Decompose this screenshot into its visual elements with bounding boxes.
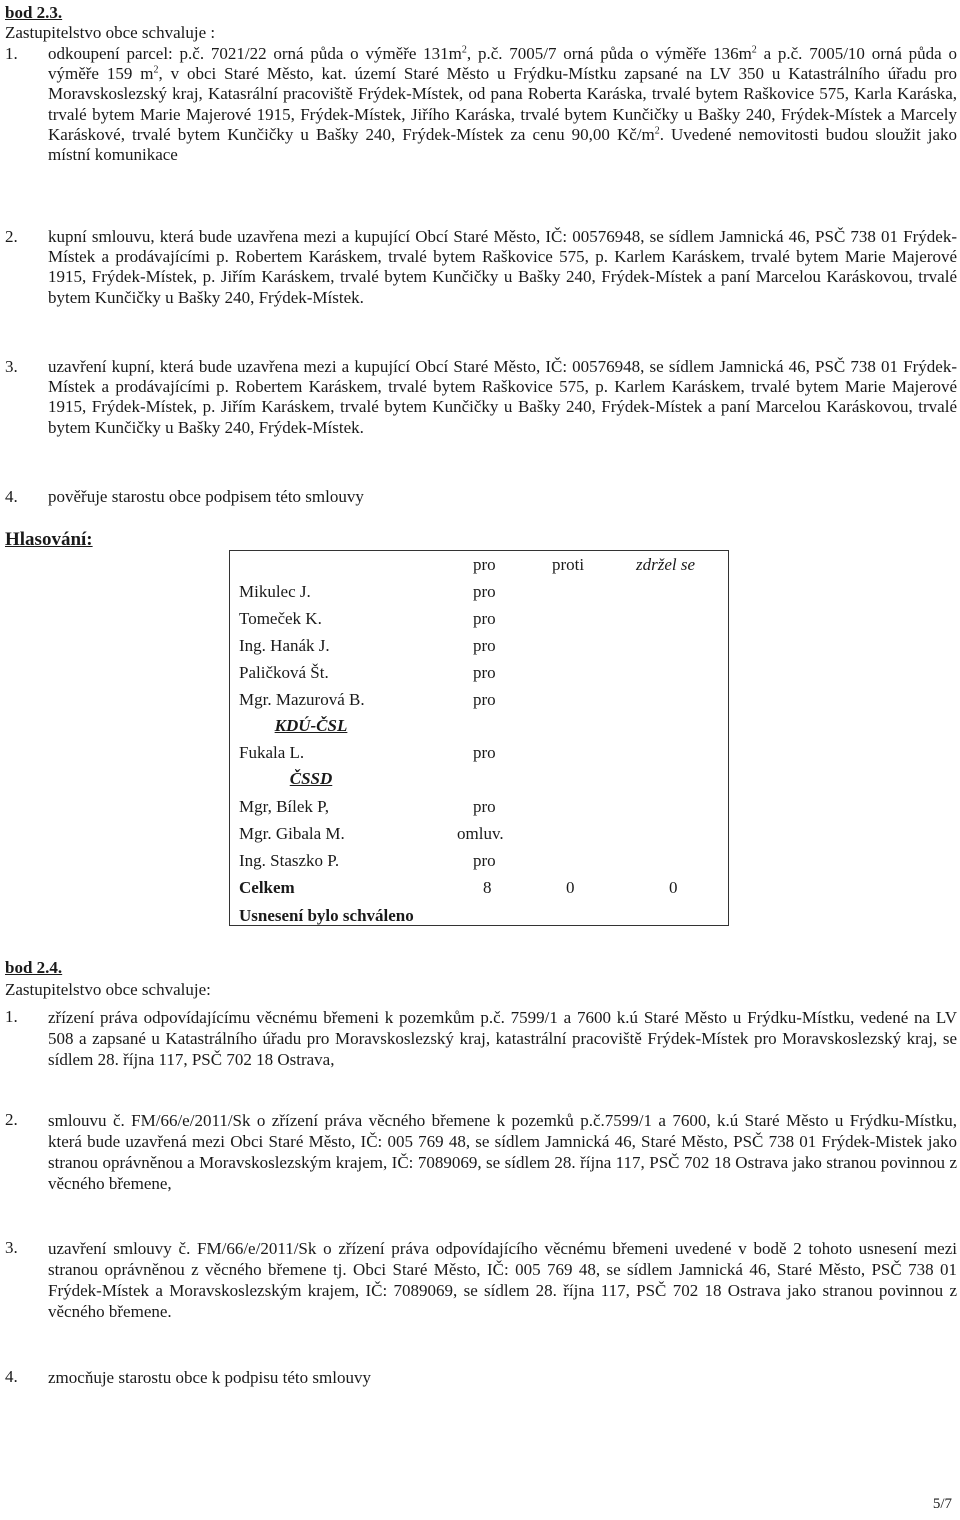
header-zdrzel: zdržel se — [636, 555, 696, 574]
voter-vote: pro — [473, 797, 496, 816]
voter-vote: pro — [473, 636, 496, 655]
section-heading: bod 2.3. — [5, 3, 63, 22]
voter-name: Fukala L. — [239, 743, 305, 762]
item-text: pověřuje starostu obce podpisem této smlouvy — [48, 487, 364, 506]
item-number: 2. — [5, 227, 18, 246]
section-heading: bod 2.4. — [5, 958, 63, 977]
voter-name: Mgr. Gibala M. — [239, 824, 345, 843]
party-name: KDÚ-ČSL — [274, 716, 348, 735]
total-pro: 8 — [483, 878, 492, 897]
party-name: ČSSD — [289, 769, 333, 788]
section-subheading: Zastupitelstvo obce schvaluje: — [5, 980, 211, 999]
item-text: zřízení práva odpovídajícímu věcnému břemeni k pozemkům p.č. 7599/1 a 7600 k.ú Staré Město u Frýdku-Místku, vedené na LV 508 a zapsané u Katastrálního úřadu pro Moravskoslezský kraj, katastrální pracoviště Frýdek-Místek pro Moravskoslezský kraj, se sídlem 28. října 117, PSČ 702 18 Ostrava, — [48, 1008, 957, 1069]
voter-name: Mikulec J. — [239, 582, 311, 601]
voter-name: Ing. Hanák J. — [239, 636, 330, 655]
voter-name: Mgr. Mazurová B. — [239, 690, 365, 709]
item-number: 2. — [5, 1110, 18, 1129]
item-text: uzavření kupní, která bude uzavřena mezi a kupující Obcí Staré Město, IČ: 00576948, se sídlem Jamnická 46, PSČ 738 01 Frýdek-Místek a prodávajícími p. Robertem Karáskem, trvalé bytem Raškovice 575, p. Karlem Karáskem, trvalé bytem Marie Majerové 1915, Frýdek-Místek, p. Jiřím Karáskem, trvalé bytem Kunčičky u Bašky 240, Frýdek-Místek a paní Marcelou Karáskovou, trvalé bytem Kunčičky u Bašky 240, Frýdek-Místek. — [48, 357, 957, 437]
voter-name: Tomeček K. — [239, 609, 322, 628]
voting-result: Usnesení bylo schváleno — [239, 906, 414, 925]
item-text: uzavření smlouvy č. FM/66/e/2011/Sk o zřízení práva odpovídajícího věcnému břemeni uvedené v bodě 2 tohoto usnesení mezi stranou oprávněnou z věcného břemene tj. Obci Staré Město, IČ: 005 769 48, se sídlem Jamnická 46, Staré Město, PSČ 738 01 Frýdek-Místek a Moravskoslezským krajem, IČ: 7089069, se sídlem 28. října 117, PSČ 702 18 Ostrava jako stranou povinnou z věcného břemene. — [48, 1239, 957, 1321]
item-text: zmocňuje starostu obce k podpisu této smlouvy — [48, 1368, 371, 1387]
item-number: 3. — [5, 1238, 18, 1257]
total-zdrzel: 0 — [669, 878, 678, 897]
item-text: smlouvu č. FM/66/e/2011/Sk o zřízení práva věcného břemene k pozemků p.č.7599/1 a 7600, k.ú Staré Město u Frýdku-Místku, která bude uzavřená mezi Obci Staré Město, IČ: 005 769 48, se sídlem Jamnická 46, Staré Město, PSČ 738 01 Frýdek-Mistek jako stranou oprávněnou a Moravskoslezským krajem, IČ: 7089069, se sídlem 28. října 117, PSČ 702 18 Ostrava jako stranou povinnou z věcného břemene, — [48, 1111, 957, 1193]
voter-name: Paličková Št. — [239, 663, 329, 682]
voter-vote: pro — [473, 582, 496, 601]
voter-vote: pro — [473, 851, 496, 870]
resolution-item — [5, 1110, 957, 1194]
voter-name: Ing. Staszko P. — [239, 851, 340, 870]
item-number: 4. — [5, 487, 18, 506]
section-subheading: Zastupitelstvo obce schvaluje : — [5, 23, 216, 42]
item-text: odkoupení parcel: p.č. 7021/22 orná půda o výměře $131m^2$, p.č. 7005/7 orná půda o výměře $136m^2$ a p.č. 7005/10 orná půda o výměře 159 $m^2$, v obci Staré Město, kat. území Staré Město u Frýdku-Místku zapsané na LV 350 u Katastrálního úřadu pro Moravskoslezský kraj, Katasrální pracoviště Frýdek-Místek, od pana Roberta Karáska, trvalé bytem Raškovice 575, Karla Karáska, trvalé bytem Marie Majerové 1915, Frýdek-Místek, Jiřího Karáska, trvalé bytem Kunčičky u Bašky 240, Frýdek-Místek a Marcely Karáskové, trvalé bytem Kunčičky u Bašky 240, Frýdek-Místek za cenu 90,00 $Kč/m^2$. Uvedené nemovitosti budou sloužit jako místní komunikace — [48, 44, 958, 165]
resolution-item — [5, 1007, 957, 1070]
resolution-item — [5, 1238, 957, 1322]
item-number: 1. — [5, 1007, 18, 1026]
item-number: 3. — [5, 357, 18, 376]
voting-title: Hlasování: — [5, 529, 93, 550]
voter-vote: pro — [473, 743, 496, 762]
voter-vote: pro — [473, 609, 496, 628]
voter-vote: pro — [473, 663, 496, 682]
voter-name: Mgr, Bílek P, — [239, 797, 329, 816]
resolution-item — [5, 487, 957, 507]
voter-vote: omluv. — [457, 824, 504, 843]
item-number: 1. — [5, 44, 18, 63]
item-number: 4. — [5, 1367, 18, 1386]
page-number: 5/7 — [932, 1496, 952, 1512]
item-text: kupní smlouvu, která bude uzavřena mezi a kupující Obcí Staré Město, IČ: 00576948, se sídlem Jamnická 46, PSČ 738 01 Frýdek-Místek a prodávajícími p. Robertem Karáskem, trvalé bytem Raškovice 575, p. Karlem Karáskem, trvalé bytem Marie Majerové 1915, Frýdek-Místek, p. Jiřím Karáskem, trvalé bytem Kunčičky u Bašky 240, Frýdek-Místek a paní Marcelou Karáskovou, trvalé bytem Kunčičky u Bašky 240, Frýdek-Místek. — [48, 227, 957, 307]
total-label: Celkem — [239, 878, 295, 897]
voter-vote: pro — [473, 690, 496, 709]
header-proti: proti — [552, 555, 585, 574]
total-proti: 0 — [566, 878, 575, 897]
resolution-item — [5, 1367, 957, 1388]
resolution-item — [5, 227, 957, 308]
resolution-item — [5, 357, 957, 438]
resolution-item — [5, 44, 957, 165]
header-pro: pro — [473, 555, 496, 574]
